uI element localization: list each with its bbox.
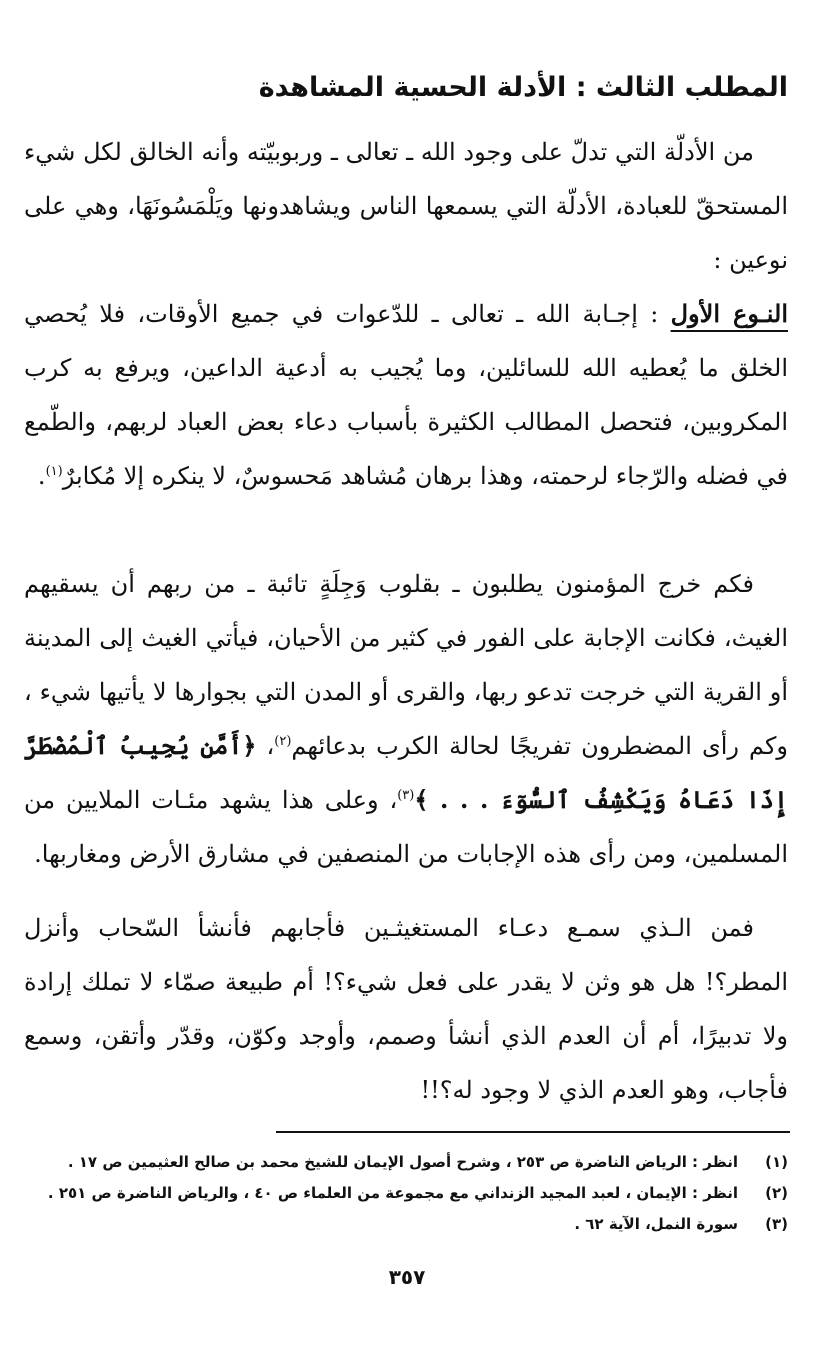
footnote-number: (٣) <box>765 1215 788 1233</box>
section-heading: المطلب الثالث : الأدلة الحسية المشاهدة <box>258 72 788 103</box>
footnote-separator <box>276 1131 790 1133</box>
type-one-text: : إجـابة الله ـ تعالى ـ للدّعوات في جميع الأوقات، فلا يُحصي الخلق ما يُعطيه الله للسائلين، وما يُجيب به أدعية الداعين، ويرفع به كرب المكروبين، فتحصل المطالب الكثيرة بأسباب دعاء بعض العباد لربهم، والطّمع في فضله والرّجاء لرحمته، وهذا برهان مُشاهد مَحسوسٌ، لا ينكره إلا مُكابرٌ <box>24 300 788 490</box>
quran-verse: ﴿أَمَّن يُجِيبُ ٱلْمُضْطَرَّ إِذَا دَعَاهُ وَيَكْشِفُ ٱلسُّوٓءَ . . . ﴾ <box>24 731 789 814</box>
question-text: فمن الـذي سمـع دعـاء المستغيثـين فأجابهم فأنشأ السّحاب وأنزل المطر؟! هل هو وثن لا يقدر على فعل شيء؟! أم طبيعة صمّاء لا تملك إرادة ولا تدبيرًا، أم أن العدم الذي أنشأ وصمم، وأوجد وكوّن، وقدّر وأتقن، وسمع فأجاب، وهو العدم الذي لا وجود له؟!! <box>24 914 788 1104</box>
paragraph-type-one <box>24 287 788 503</box>
footnote-2 <box>18 1178 788 1209</box>
paragraph-intro-text: من الأدلّة التي تدلّ على وجود الله ـ تعالى ـ وربوبيّته وأنه الخالق لكل شيء المستحقّ للعبادة، الأدلّة التي يسمعها الناس ويشاهدونها ويَلْمَسُونَهَا، وهي على نوعين : <box>24 138 788 274</box>
paragraph-rain-prayer <box>24 557 788 881</box>
footnote-ref-3: (٣) <box>397 788 415 803</box>
page-number: ٣٥٧ <box>388 1265 426 1289</box>
footnote-ref-1: (١) <box>45 464 63 479</box>
footnote-1 <box>18 1147 788 1178</box>
footnote-number: (٢) <box>765 1184 788 1202</box>
type-one-term: النـوع الأول <box>670 299 788 328</box>
footnote-text: انظر : الإيمان ، لعبد المجيد الزنداني مع مجموعة من العلماء ص ٤٠ ، والرياض الناضرة ص ٢٥١ . <box>47 1184 738 1202</box>
footnotes <box>18 1147 788 1240</box>
paragraph-question <box>24 901 788 1117</box>
rain-prayer-text-b: ، <box>256 732 275 760</box>
paragraph-intro <box>24 125 788 287</box>
footnote-number: (١) <box>765 1153 788 1171</box>
footnote-text: سورة النمل، الآية ٦٢ . <box>574 1215 738 1233</box>
footnote-3 <box>18 1209 788 1240</box>
rain-prayer-text-c: ، وعلى هذا يشهد مئـات الملايين من المسلمين، ومن رأى هذه الإجابات من المنصفين في مشارق الأرض ومغاربها. <box>24 786 788 868</box>
type-one-end: . <box>37 462 46 490</box>
footnote-ref-2: (٢) <box>274 734 292 749</box>
footnote-text: انظر : الرياض الناضرة ص ٢٥٣ ، وشرح أصول الإيمان للشيخ محمد بن صالح العثيمين ص ١٧ . <box>67 1153 738 1171</box>
rain-prayer-text-a: فكم خرج المؤمنون يطلبون ـ بقلوب وَجِلَةٍ تائبة ـ من ربهم أن يسقيهم الغيث، فكانت الإجابة على الفور في كثير من الأحيان، فيأتي الغيث إلى المدينة أو القرية التي خرجت تدعو ربها، والقرى أو المدن التي بجوارها لا يأتيها شيء ، وكم رأى المضطرون تفريجًا لحالة الكرب بدعائهم <box>24 570 789 760</box>
